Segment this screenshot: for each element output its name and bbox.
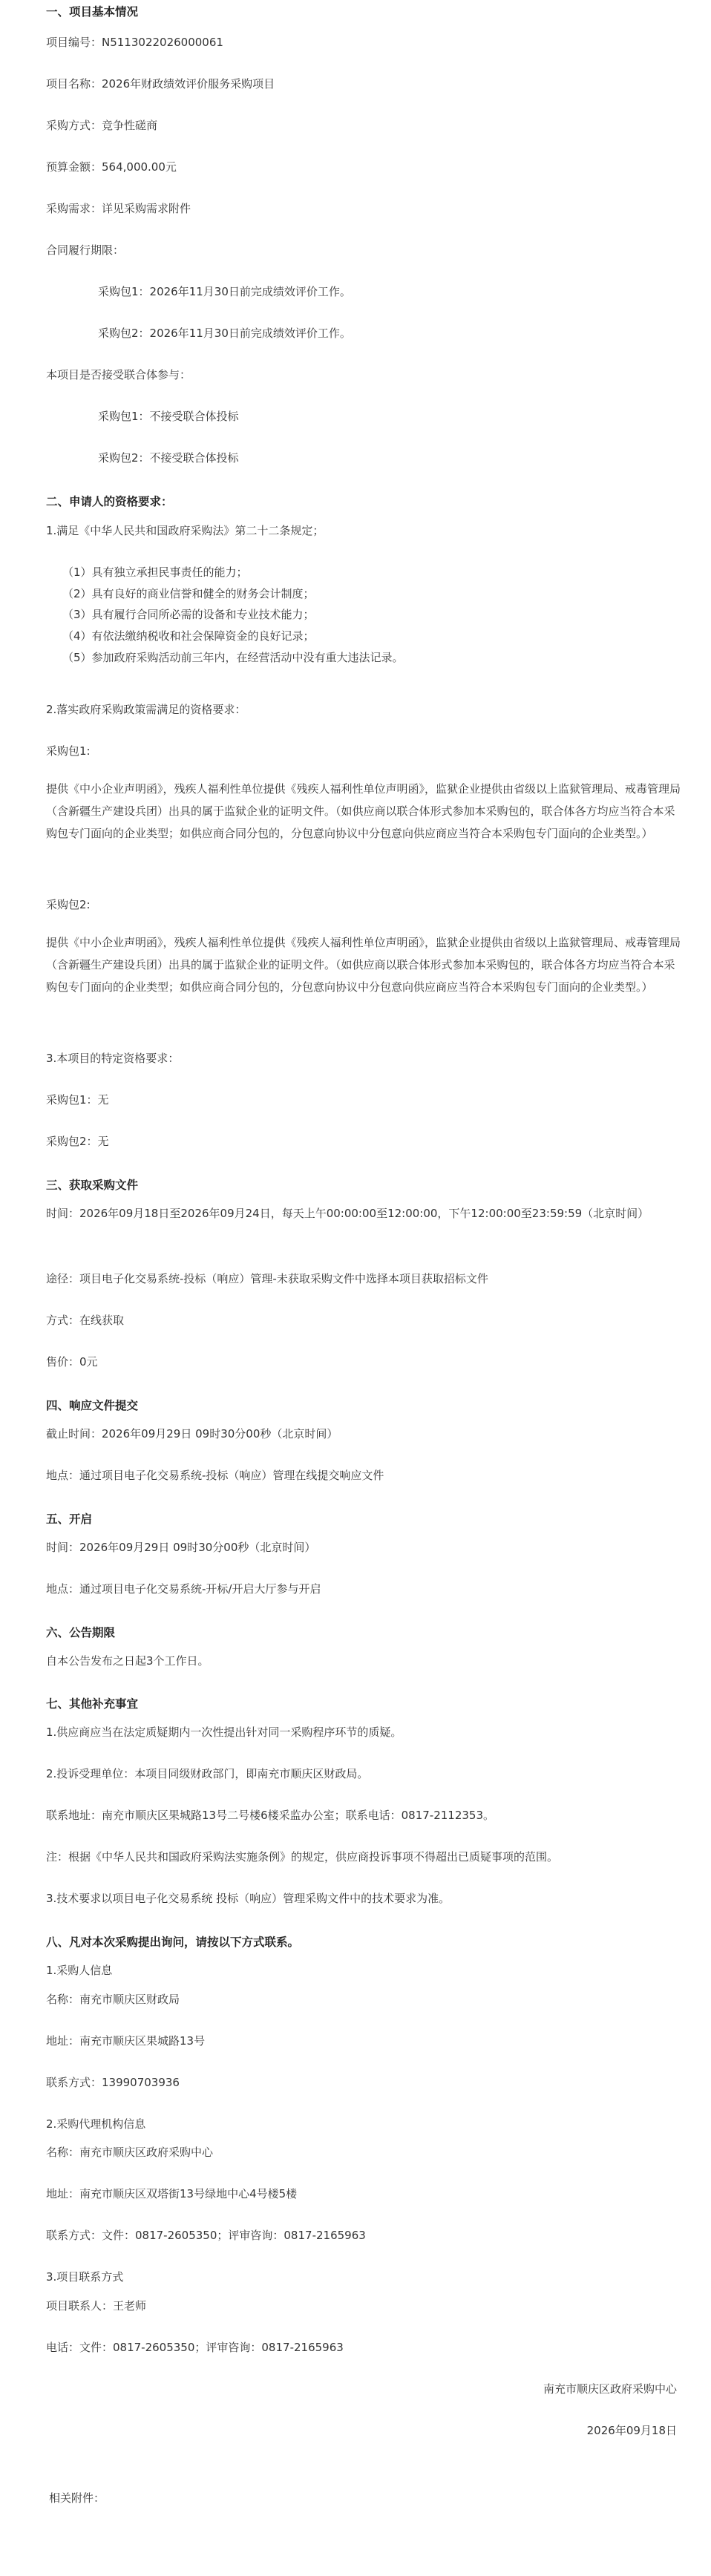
agent-contact: 联系方式：文件：0817-2605350；评审咨询：0817-2165963: [46, 2229, 366, 2242]
publish-date: 2026年09月18日: [586, 2424, 677, 2437]
package-2-special: 采购包2：无: [46, 1135, 109, 1148]
acquire-time: 时间：2026年09月18日至2026年09月24日，每天上午00:00:00至12:00:00，下午12:00:00至23:59:59（北京时间）: [46, 1207, 649, 1220]
supplement-1: 1.供应商应当在法定质疑期内一次性提出针对同一采购程序环节的质疑。: [46, 1725, 402, 1739]
requirement-item-2: （2）具有良好的商业信誉和健全的财务会计制度；: [62, 587, 315, 600]
requirement-item-1: （1）具有独立承担民事责任的能力；: [62, 566, 248, 579]
section-5-heading: 五、开启: [46, 1513, 93, 1526]
supplement-note: 注：根据《中华人民共和国政府采购法实施条例》的规定，供应商投诉事项不得超出已质疑事项的范围。: [46, 1850, 559, 1864]
project-contact-heading: 3.项目联系方式: [46, 2270, 124, 2284]
package-2-policy-text: 提供《中小企业声明函》，残疾人福利性单位提供《残疾人福利性单位声明函》，监狱企业提供由省级以上监狱管理局、戒毒管理局（含新疆生产建设兵团）出具的属于监狱企业的证明文件。（如供应商以联合体形式参加本采购包的，联合体各方均应当符合本采购包专门面向的企业类型；如供应商合同分包的，分包意向协议中分包意向供应商应当符合本采购包专门面向的企业类型。）: [46, 936, 681, 994]
package-1-period: 采购包1：2026年11月30日前完成绩效评价工作。: [98, 285, 351, 298]
package-2-period: 采购包2：2026年11月30日前完成绩效评价工作。: [98, 327, 351, 340]
project-number: 项目编号：N5113022026000061: [46, 36, 223, 49]
package-1-label: 采购包1:: [46, 744, 91, 758]
package-1-consortium: 采购包1：不接受联合体投标: [98, 410, 239, 423]
supplement-2: 2.投诉受理单位：本项目同级财政部门，即南充市顺庆区财政局。: [46, 1767, 369, 1780]
requirement-3: 3.本项目的特定资格要求：: [46, 1052, 180, 1065]
agent-address: 地址：南充市顺庆区双塔街13号绿地中心4号楼5楼: [46, 2187, 298, 2200]
submission-place: 地点：通过项目电子化交易系统-投标（响应）管理在线提交响应文件: [46, 1469, 384, 1482]
agent-name: 名称：南充市顺庆区政府采购中心: [46, 2146, 214, 2159]
section-2-heading: 二、申请人的资格要求：: [46, 495, 173, 508]
section-3-heading: 三、获取采购文件: [46, 1179, 139, 1192]
project-contact-phone: 电话：文件：0817-2605350；评审咨询：0817-2165963: [46, 2341, 344, 2354]
opening-time: 时间：2026年09月29日 09时30分00秒（北京时间）: [46, 1541, 316, 1554]
requirement-item-3: （3）具有履行合同所必需的设备和专业技术能力；: [62, 608, 315, 621]
requirement-item-5: （5）参加政府采购活动前三年内，在经营活动中没有重大违法记录。: [62, 651, 404, 664]
project-name: 项目名称：2026年财政绩效评价服务采购项目: [46, 77, 275, 91]
budget-amount: 预算金额：564,000.00元: [46, 160, 177, 174]
buyer-name: 名称：南充市顺庆区财政局: [46, 1993, 180, 2006]
section-4-heading: 四、响应文件提交: [46, 1399, 139, 1412]
section-1-heading: 一、项目基本情况: [46, 5, 139, 19]
procurement-demand: 采购需求：详见采购需求附件: [46, 202, 191, 215]
acquire-mode: 方式：在线获取: [46, 1314, 125, 1327]
announcement-period: 自本公告发布之日起3个工作日。: [46, 1654, 209, 1668]
publisher-name: 南充市顺庆区政府采购中心: [543, 2382, 677, 2396]
buyer-info-heading: 1.采购人信息: [46, 1964, 113, 1977]
requirement-2: 2.落实政府采购政策需满足的资格要求：: [46, 703, 246, 716]
requirement-item-4: （4）有依法缴纳税收和社会保障资金的良好记录；: [62, 629, 315, 643]
submission-deadline: 截止时间：2026年09月29日 09时30分00秒（北京时间）: [46, 1427, 338, 1441]
package-2-consortium: 采购包2：不接受联合体投标: [98, 451, 239, 465]
buyer-contact: 联系方式：13990703936: [46, 2076, 180, 2089]
section-6-heading: 六、公告期限: [46, 1626, 116, 1639]
document-price: 售价：0元: [46, 1355, 98, 1369]
attachments-label: 相关附件：: [49, 2491, 105, 2505]
procurement-method: 采购方式：竞争性磋商: [46, 119, 158, 132]
supplement-3: 3.技术要求以项目电子化交易系统 投标（响应）管理采购文件中的技术要求为准。: [46, 1892, 450, 1905]
package-1-policy-text: 提供《中小企业声明函》，残疾人福利性单位提供《残疾人福利性单位声明函》，监狱企业提供由省级以上监狱管理局、戒毒管理局（含新疆生产建设兵团）出具的属于监狱企业的证明文件。（如供应商以联合体形式参加本采购包的，联合体各方均应当符合本采购包专门面向的企业类型；如供应商合同分包的，分包意向协议中分包意向供应商应当符合本采购包专门面向的企业类型。）: [46, 782, 681, 840]
buyer-address: 地址：南充市顺庆区果城路13号: [46, 2034, 206, 2048]
package-1-special: 采购包1：无: [46, 1093, 109, 1107]
contract-period-label: 合同履行期限：: [46, 243, 125, 257]
project-contact-person: 项目联系人：王老师: [46, 2299, 147, 2313]
section-7-heading: 七、其他补充事宜: [46, 1697, 139, 1711]
section-8-heading: 八、凡对本次采购提出询问，请按以下方式联系。: [46, 1936, 300, 1949]
consortium-label: 本项目是否接受联合体参与：: [46, 368, 191, 381]
agent-info-heading: 2.采购代理机构信息: [46, 2117, 146, 2131]
requirement-1: 1.满足《中华人民共和国政府采购法》第二十二条规定；: [46, 524, 324, 537]
package-2-label: 采购包2:: [46, 898, 91, 911]
supplement-contact: 联系地址：南充市顺庆区果城路13号二号楼6楼采监办公室；联系电话：0817-2112353。: [46, 1809, 495, 1822]
opening-place: 地点：通过项目电子化交易系统-开标/开启大厅参与开启: [46, 1582, 321, 1596]
acquire-way: 途径：项目电子化交易系统-投标（响应）管理-未获取采购文件中选择本项目获取招标文件: [46, 1272, 488, 1285]
